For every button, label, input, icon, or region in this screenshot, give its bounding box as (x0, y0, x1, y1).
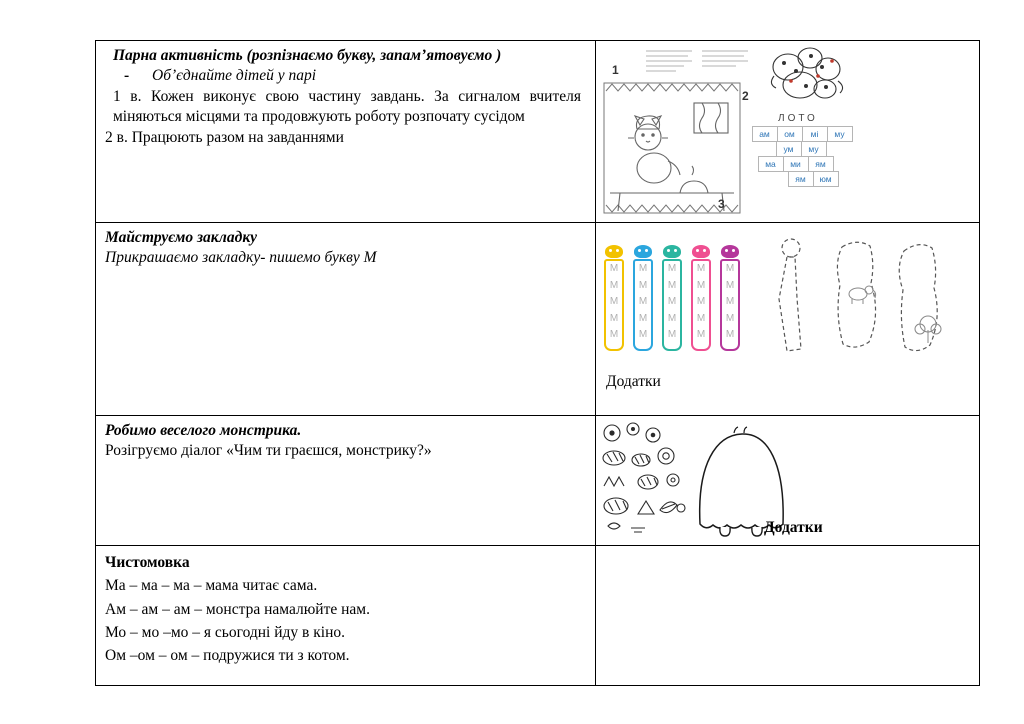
letter-m: М (609, 296, 619, 307)
pair-activity-variant2: 2 в. Працюють разом на завданнями (105, 128, 344, 146)
loto-cell: ам (752, 126, 778, 142)
monster-head-icon (634, 245, 652, 258)
worksheet-illustration-cell (596, 41, 980, 223)
cutout-template-stick (779, 239, 801, 351)
loto-cell: ям (808, 156, 834, 172)
step-number-3: 3 (718, 197, 725, 211)
tongue-twister-cell (96, 546, 596, 686)
monster-activity-cell (96, 416, 596, 546)
bookmark-body (662, 259, 682, 351)
loto-cell: ум (776, 141, 802, 157)
monster-craft-illustration (596, 416, 979, 545)
table-row (96, 546, 980, 686)
table-row (96, 416, 980, 546)
letter-m: М (638, 296, 648, 307)
bookmark-strip (633, 245, 653, 351)
monster-craft-cell (596, 416, 980, 546)
table-row (96, 223, 980, 416)
letter-m: М (667, 279, 677, 291)
letter-m: М (638, 263, 648, 274)
chef-cat-drawing (610, 103, 734, 211)
cutout-templates-drawing (766, 231, 966, 366)
worksheet-illustration (596, 41, 979, 222)
monster-activity-subtitle: Розігруємо діалог «Чим ти граєшся, монстрику?» (105, 442, 432, 460)
bookmark-strip (604, 245, 624, 351)
monster-head-icon (663, 245, 681, 258)
letter-m: М (725, 263, 735, 274)
letter-m: М (696, 263, 706, 274)
bookmarks-group (604, 245, 740, 351)
tongue-twister-line: Ма – ма – ма – мама читає сама. (105, 577, 318, 595)
step-number-2: 2 (742, 89, 749, 103)
bookmark-strip (720, 245, 740, 351)
letter-m: М (609, 263, 619, 274)
elephant-doodle (849, 286, 876, 304)
letter-m: М (609, 279, 619, 291)
letter-m: М (696, 296, 706, 307)
cutout-template-elephant (837, 242, 875, 347)
letter-m: М (667, 296, 677, 307)
loto-cell: ям (788, 171, 814, 187)
tiny-text-lines (646, 51, 748, 71)
tongue-twister-title: Чистомовка (105, 554, 190, 571)
bullet-text: Об’єднайте дітей у парі (152, 67, 317, 85)
bookmark-activity-subtitle: Прикрашаємо закладку- пишемо букву М (105, 249, 377, 267)
loto-cell: юм (813, 171, 839, 187)
tongue-twister-line: Ом –ом – ом – подружися ти з котом. (105, 647, 350, 664)
loto-cell: мі (802, 126, 828, 142)
bookmark-activity-title: Майструємо закладку (105, 229, 258, 246)
pair-activity-bullet (124, 66, 581, 86)
letter-m: М (725, 296, 735, 307)
bookmarks-illustration (596, 223, 979, 415)
bullet-dash: - (124, 67, 130, 85)
loto-title: ЛОТО (778, 113, 818, 124)
loto-row (752, 126, 852, 141)
letter-m: М (638, 312, 648, 324)
loto-row (758, 156, 852, 171)
letter-m: М (667, 329, 677, 340)
loto-row (788, 171, 852, 186)
letter-m: М (638, 279, 648, 291)
tongue-twister-line: Ам – ам – ам – монстра намалюйте нам. (105, 600, 370, 618)
loto-cell: ми (783, 156, 809, 172)
lesson-plan-table (95, 40, 980, 686)
loto-cell: ом (777, 126, 803, 142)
loto-cell: му (827, 126, 853, 142)
loto-cell: ма (758, 156, 784, 172)
loto-cell: му (801, 141, 827, 157)
bookmarks-illustration-cell (596, 223, 980, 416)
letter-m: М (725, 312, 735, 324)
letter-m: М (725, 329, 735, 340)
loto-grid (752, 113, 852, 186)
letter-m: М (638, 329, 648, 340)
monster-activity-title: Робимо веселого монстрика. (105, 422, 302, 439)
bookmark-activity-cell (96, 223, 596, 416)
bookmark-strip (691, 245, 711, 351)
tree-doodle (915, 316, 941, 343)
craft-parts-doodles (603, 423, 685, 532)
letter-m: М (696, 312, 706, 324)
letter-m: М (667, 312, 677, 324)
attachments-label: Додатки (606, 373, 661, 390)
monster-head-icon (721, 245, 739, 258)
table-row (96, 41, 980, 223)
letter-m: М (667, 263, 677, 274)
pair-activity-cell (96, 41, 596, 223)
bookmark-body (691, 259, 711, 351)
letter-m: М (696, 279, 706, 291)
bookmark-body (720, 259, 740, 351)
cutout-template-tree (899, 245, 941, 351)
bookmark-strip (662, 245, 682, 351)
attachments-label-bold: Додатки (764, 519, 823, 536)
monster-head-icon (692, 245, 710, 258)
bookmark-body (633, 259, 653, 351)
pair-activity-variant1: 1 в. Кожен виконує свою частину завдань. За сигналом вчителя міняються місцями та продовжують роботу розпочату сусідом (113, 87, 581, 126)
monster-head-icon (605, 245, 623, 258)
monster-scribble-drawing (771, 48, 842, 98)
loto-row (776, 141, 852, 156)
letter-m: М (609, 312, 619, 324)
letter-m: М (609, 329, 619, 340)
tongue-twister-line: Мо – мо –мо – я сьогодні йду в кіно. (105, 623, 345, 641)
step-number-1: 1 (612, 63, 619, 77)
letter-m: М (725, 279, 735, 291)
empty-cell (596, 546, 980, 686)
bookmark-body (604, 259, 624, 351)
letter-m: М (696, 329, 706, 340)
pair-activity-title: Парна активність (розпізнаємо букву, запам’ятовуємо ) (113, 47, 502, 64)
